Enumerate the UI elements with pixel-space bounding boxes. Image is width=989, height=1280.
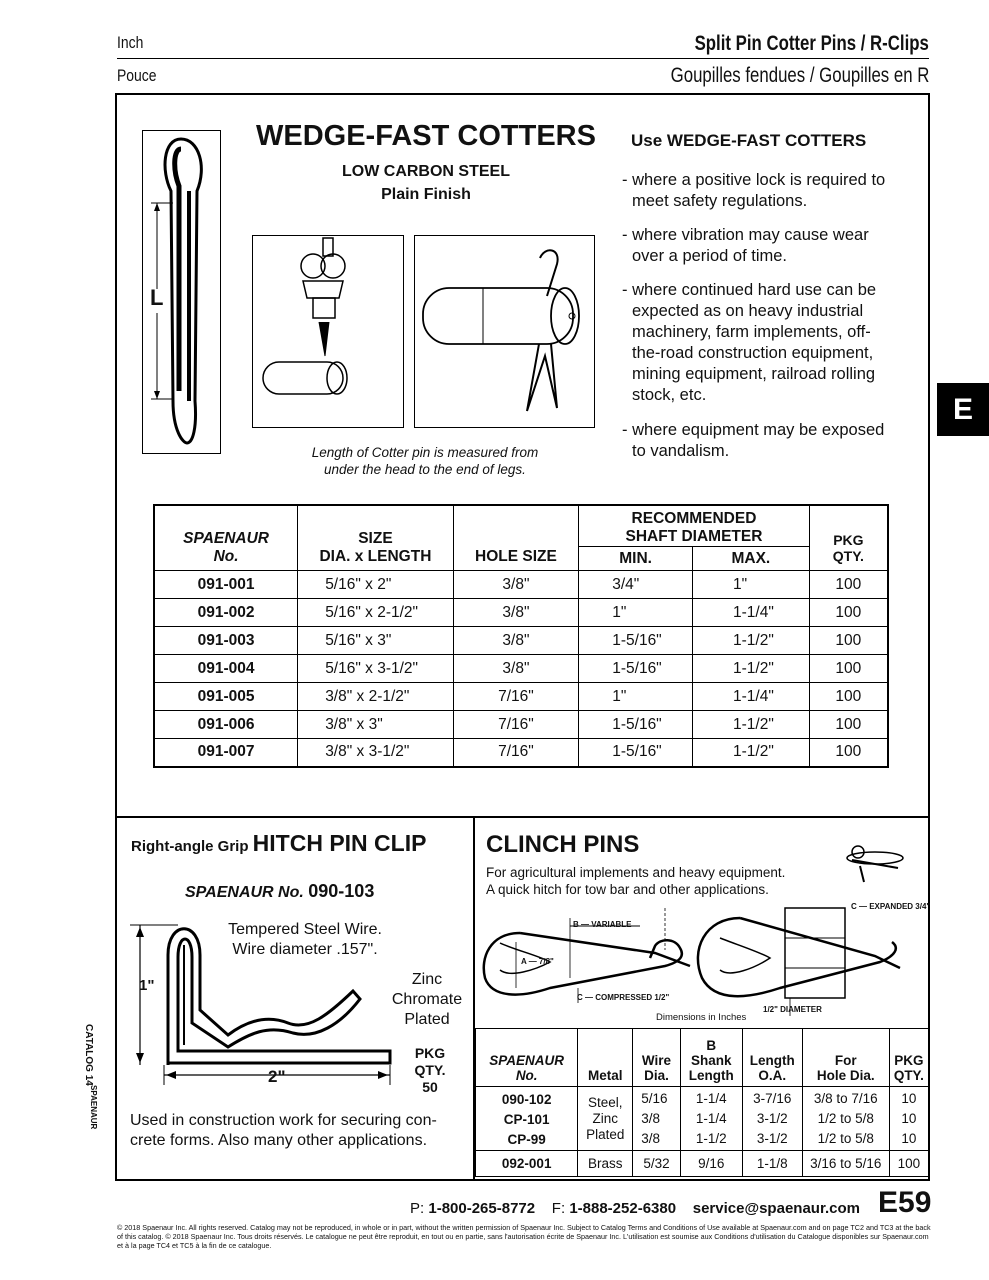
wedge-material: LOW CARBON STEEL [342, 163, 510, 180]
hitch-clip-illustration [128, 915, 393, 1090]
col-header-number [476, 1029, 578, 1087]
header-title-fr: Goupilles fendues / Goupilles en R [670, 64, 929, 87]
header-title: Split Pin Cotter Pins / R-Clips [694, 32, 929, 55]
hitch-finish-line: Plated [404, 1011, 450, 1028]
cell-pkg: 100 [809, 599, 888, 627]
hitch-pkg-label: PKG [414, 1045, 446, 1061]
col-header-text: Shank [691, 1053, 732, 1068]
cell-length: 3-1/2 [756, 1110, 788, 1126]
cell-number: 091-002 [154, 599, 298, 627]
phone-label: P: [410, 1200, 425, 1217]
cell-metal-line: Plated [586, 1126, 625, 1142]
table-row [154, 627, 888, 655]
cell-pkg: 100 [809, 683, 888, 711]
cell-pkg: 10 [901, 1090, 917, 1106]
cell-hole-group [802, 1087, 889, 1151]
cell-length: 3-1/2 [756, 1130, 788, 1146]
cell-max: 1-1/4" [692, 599, 809, 627]
use-line: stock, etc. [632, 386, 707, 404]
col-header-text: Dia. [644, 1068, 669, 1083]
cell-min: 1-5/16" [579, 739, 693, 767]
cell-pkg: 100 [809, 711, 888, 739]
col-header-text: QTY. [893, 1068, 924, 1083]
table-row [154, 711, 888, 739]
length-caption-line: under the head to the end of legs. [324, 462, 526, 477]
use-line: expected as on heavy industrial [632, 302, 864, 320]
col-header-hole [802, 1029, 889, 1087]
col-header-text: B [706, 1038, 717, 1053]
cell-wire: 5/16 [641, 1090, 668, 1106]
cell-number: 091-004 [154, 655, 298, 683]
use-line: - where equipment may be exposed [622, 421, 885, 439]
hitch-use-line: Used in construction work for securing con- [130, 1112, 437, 1129]
table-row [154, 655, 888, 683]
wedge-spec-table [153, 504, 889, 768]
clinch-title: CLINCH PINS [486, 831, 640, 858]
cell-max: 1-1/2" [692, 739, 809, 767]
cell-shank: 1-1/4 [695, 1110, 727, 1126]
hitch-part-prefix: SPAENAUR No. [185, 884, 309, 901]
header-unit-fr: Pouce [117, 66, 157, 85]
clinch-desc-line: A quick hitch for tow bar and other applications. [486, 882, 769, 897]
hitch-finish [386, 970, 468, 1030]
cell-pkg: 10 [901, 1130, 917, 1146]
cell-hole: 3/8" [453, 627, 579, 655]
hitch-dim-length: 2" [268, 1067, 286, 1086]
use-item [622, 170, 912, 212]
col-header-text: Wire [641, 1053, 672, 1068]
cell-min: 1-5/16" [579, 655, 693, 683]
use-line: the-road construction equipment, [632, 344, 874, 362]
cell-hole: 1/2 to 5/8 [817, 1130, 874, 1146]
side-catalog [80, 1000, 110, 1086]
cell-number: CP-101 [503, 1111, 550, 1127]
legal-notice: © 2018 Spaenaur Inc. All rights reserved. Catalog may not be reproduced, in whole or in part, without the written permission of Spaenaur Inc. Subject to Catalog Terms and Conditions of Use available at Spaenaur.com and on page TC2 and TC3 at the back of this catalog. © 2018 Spaenaur Inc. Tous droits réservés. Le catalogue ne peut être reproduit, en tout ou en partie, sans l'autorisation écrite de Spaenaur Inc. L'utilisation est soumise aux Conditions d'utilisation du Catalogue disponibles sur Spaenaur.com et à la page TC4 et TC5 à la fin de ce catalogue. [117, 1223, 931, 1251]
col-header-text: Length [749, 1053, 795, 1068]
page-number: E59 [878, 1186, 932, 1219]
cell-min: 1" [579, 599, 693, 627]
cell-hole: 7/16" [453, 711, 579, 739]
cell-metal-line: Steel, [588, 1094, 623, 1110]
length-caption [280, 444, 570, 478]
col-header-text: Hole Dia. [816, 1068, 875, 1083]
cell-wire-group [633, 1087, 681, 1151]
hitch-pkg [400, 1045, 460, 1096]
use-line: to vandalism. [632, 442, 730, 460]
cell-hole: 1/2 to 5/8 [817, 1110, 874, 1126]
cell-length: 3-7/16 [753, 1090, 792, 1106]
col-header-max: MAX. [692, 547, 809, 571]
wedge-finish: Plain Finish [381, 186, 471, 203]
cell-max: 1-1/2" [692, 627, 809, 655]
header-rule [117, 58, 929, 59]
col-header-text: QTY. [832, 548, 864, 564]
cell-shank: 9/16 [680, 1151, 742, 1177]
use-line: mining equipment, railroad rolling [632, 365, 876, 383]
hitch-spec-line: Wire diameter .157". [232, 941, 378, 958]
col-header-text: No. [213, 548, 239, 565]
col-header-size [298, 505, 454, 571]
cell-length-group [742, 1087, 802, 1151]
cell-number: 091-006 [154, 711, 298, 739]
cell-pkg: 100 [809, 739, 888, 767]
cell-size: 3/8" x 3-1/2" [298, 739, 454, 767]
cell-shank-group [680, 1087, 742, 1151]
hitch-dim-height: 1" [139, 977, 155, 994]
hitch-use-line: crete forms. Also many other applications. [130, 1132, 428, 1149]
side-brand [80, 1085, 110, 1155]
use-heading [631, 131, 866, 151]
col-header-text: No. [515, 1068, 538, 1083]
col-header-text: SIZE [358, 530, 393, 547]
cell-size: 5/16" x 3-1/2" [298, 655, 454, 683]
footer-contact [410, 1200, 860, 1217]
table-row [154, 683, 888, 711]
table-row [476, 1151, 929, 1177]
cell-hole: 3/8" [453, 599, 579, 627]
cell-min: 3/4" [579, 571, 693, 599]
label-diameter: 1/2" DIAMETER [763, 1005, 822, 1014]
col-header-text: Length [688, 1068, 734, 1083]
col-header-text: SHAFT DIAMETER [625, 528, 763, 545]
cell-number-group [476, 1087, 578, 1151]
table-row [154, 571, 888, 599]
hitch-finish-line: Zinc [411, 971, 443, 988]
col-header-metal: Metal [578, 1029, 633, 1087]
cell-number: 091-001 [154, 571, 298, 599]
cell-max: 1-1/2" [692, 655, 809, 683]
cell-length: 1-1/8 [742, 1151, 802, 1177]
cell-metal [578, 1087, 633, 1151]
cell-wire: 3/8 [641, 1110, 660, 1126]
length-caption-line: Length of Cotter pin is measured from [311, 445, 539, 460]
cell-size: 3/8" x 2-1/2" [298, 683, 454, 711]
cell-max: 1-1/4" [692, 683, 809, 711]
cell-hole: 7/16" [453, 683, 579, 711]
cell-number: 091-005 [154, 683, 298, 711]
wedge-title: WEDGE-FAST COTTERS [256, 120, 596, 152]
col-header-length [742, 1029, 802, 1087]
hitch-title-prefix: Right-angle Grip [131, 838, 253, 855]
header-unit: Inch [117, 33, 144, 52]
col-header-pkg [889, 1029, 928, 1087]
divider-horizontal [115, 816, 930, 818]
table-row [154, 739, 888, 767]
use-item [622, 225, 912, 267]
cell-size: 3/8" x 3" [298, 711, 454, 739]
use-item [622, 420, 912, 462]
col-header-text: For [834, 1053, 857, 1068]
hitch-title-main: HITCH PIN CLIP [252, 830, 427, 856]
cell-hole: 3/8" [453, 655, 579, 683]
dims-note: Dimensions in Inches [656, 1012, 747, 1023]
cell-hole: 3/8 to 7/16 [813, 1090, 878, 1106]
col-header-text: O.A. [758, 1068, 787, 1083]
hitch-pkg-label: QTY. [414, 1062, 446, 1078]
section-tab: E [937, 383, 989, 436]
cell-size: 5/16" x 2" [298, 571, 454, 599]
cell-number: 091-007 [154, 739, 298, 767]
cell-number: CP-99 [507, 1131, 546, 1147]
cell-number: 092-001 [476, 1151, 578, 1177]
cell-max: 1-1/2" [692, 711, 809, 739]
cell-pkg: 10 [901, 1110, 917, 1126]
phone-link[interactable]: 1-800-265-8772 [428, 1200, 536, 1217]
side-brand-text: SPAENAUR [89, 1085, 98, 1130]
label-compressed: C — COMPRESSED 1/2" [577, 993, 670, 1002]
col-header-text: RECOMMENDED [631, 510, 757, 527]
cell-number: 091-003 [154, 627, 298, 655]
cell-hole: 3/16 to 5/16 [802, 1151, 889, 1177]
col-header-recommended [579, 505, 809, 547]
cell-pkg: 100 [889, 1151, 928, 1177]
cell-metal: Brass [578, 1151, 633, 1177]
use-line: - where a positive lock is required to [622, 171, 886, 189]
fax-label: F: [551, 1200, 566, 1217]
fax-number: 1-888-252-6380 [569, 1200, 677, 1217]
use-heading-prefix: Use [631, 131, 667, 150]
col-header-text: SPAENAUR [489, 1053, 565, 1068]
use-line: machinery, farm implements, off- [632, 323, 871, 341]
col-header-number [154, 505, 298, 571]
use-line: over a period of time. [632, 247, 787, 265]
clinch-spec-table [475, 1028, 929, 1177]
hitch-use [130, 1111, 437, 1151]
hitch-part-number: 090-103 [308, 881, 375, 901]
hitch-finish-line: Chromate [391, 991, 463, 1008]
cell-metal-line: Zinc [592, 1110, 619, 1126]
cell-hole: 7/16" [453, 739, 579, 767]
clinch-desc-line: For agricultural implements and heavy equipment. [486, 865, 786, 880]
col-header-shank [680, 1029, 742, 1087]
cell-wire: 3/8 [641, 1130, 660, 1146]
cell-pkg: 100 [809, 655, 888, 683]
col-header-text: SPAENAUR [183, 530, 270, 547]
label-a: A — 7/8" [521, 957, 554, 966]
cell-pkg: 100 [809, 571, 888, 599]
clinch-pin-illustration [480, 838, 925, 1028]
email-link[interactable]: service@spaenaur.com [692, 1200, 860, 1217]
hitch-title [131, 830, 426, 857]
col-header-text: DIA. x LENGTH [319, 548, 432, 565]
cell-number: 090-102 [501, 1091, 552, 1107]
hitch-pkg-qty: 50 [422, 1079, 438, 1095]
hammer-illustration [252, 235, 404, 428]
cell-pkg-group [889, 1087, 928, 1151]
col-header-text: PKG [894, 1053, 924, 1068]
use-line: meet safety regulations. [632, 192, 808, 210]
use-line: - where continued hard use can be [622, 281, 877, 299]
cell-shank: 1-1/4 [695, 1090, 727, 1106]
col-header-wire [633, 1029, 681, 1087]
cell-wire: 5/32 [633, 1151, 681, 1177]
cell-min: 1" [579, 683, 693, 711]
col-header-min: MIN. [579, 547, 693, 571]
cell-min: 1-5/16" [579, 627, 693, 655]
col-header-text: PKG [833, 532, 864, 548]
col-header-pkg [809, 505, 888, 571]
label-variable: B — VARIABLE [573, 920, 632, 929]
table-row [154, 599, 888, 627]
shaft-illustration [414, 235, 595, 428]
cell-shank: 1-1/2 [695, 1130, 727, 1146]
cell-max: 1" [692, 571, 809, 599]
side-catalog-text: CATALOG 14 [83, 1024, 94, 1086]
length-label: L [150, 285, 164, 310]
hitch-part [185, 881, 374, 902]
cell-hole: 3/8" [453, 571, 579, 599]
use-item [622, 280, 912, 406]
cell-size: 5/16" x 2-1/2" [298, 599, 454, 627]
use-heading-product: WEDGE-FAST COTTERS [666, 131, 867, 150]
label-expanded: C — EXPANDED 3/4" [851, 902, 931, 911]
hitch-spec-line: Tempered Steel Wire. [228, 921, 382, 938]
use-line: - where vibration may cause wear [622, 226, 869, 244]
table-row-group [476, 1087, 929, 1151]
col-header-hole: HOLE SIZE [453, 505, 579, 571]
cell-min: 1-5/16" [579, 711, 693, 739]
cell-size: 5/16" x 3" [298, 627, 454, 655]
cell-pkg: 100 [809, 627, 888, 655]
